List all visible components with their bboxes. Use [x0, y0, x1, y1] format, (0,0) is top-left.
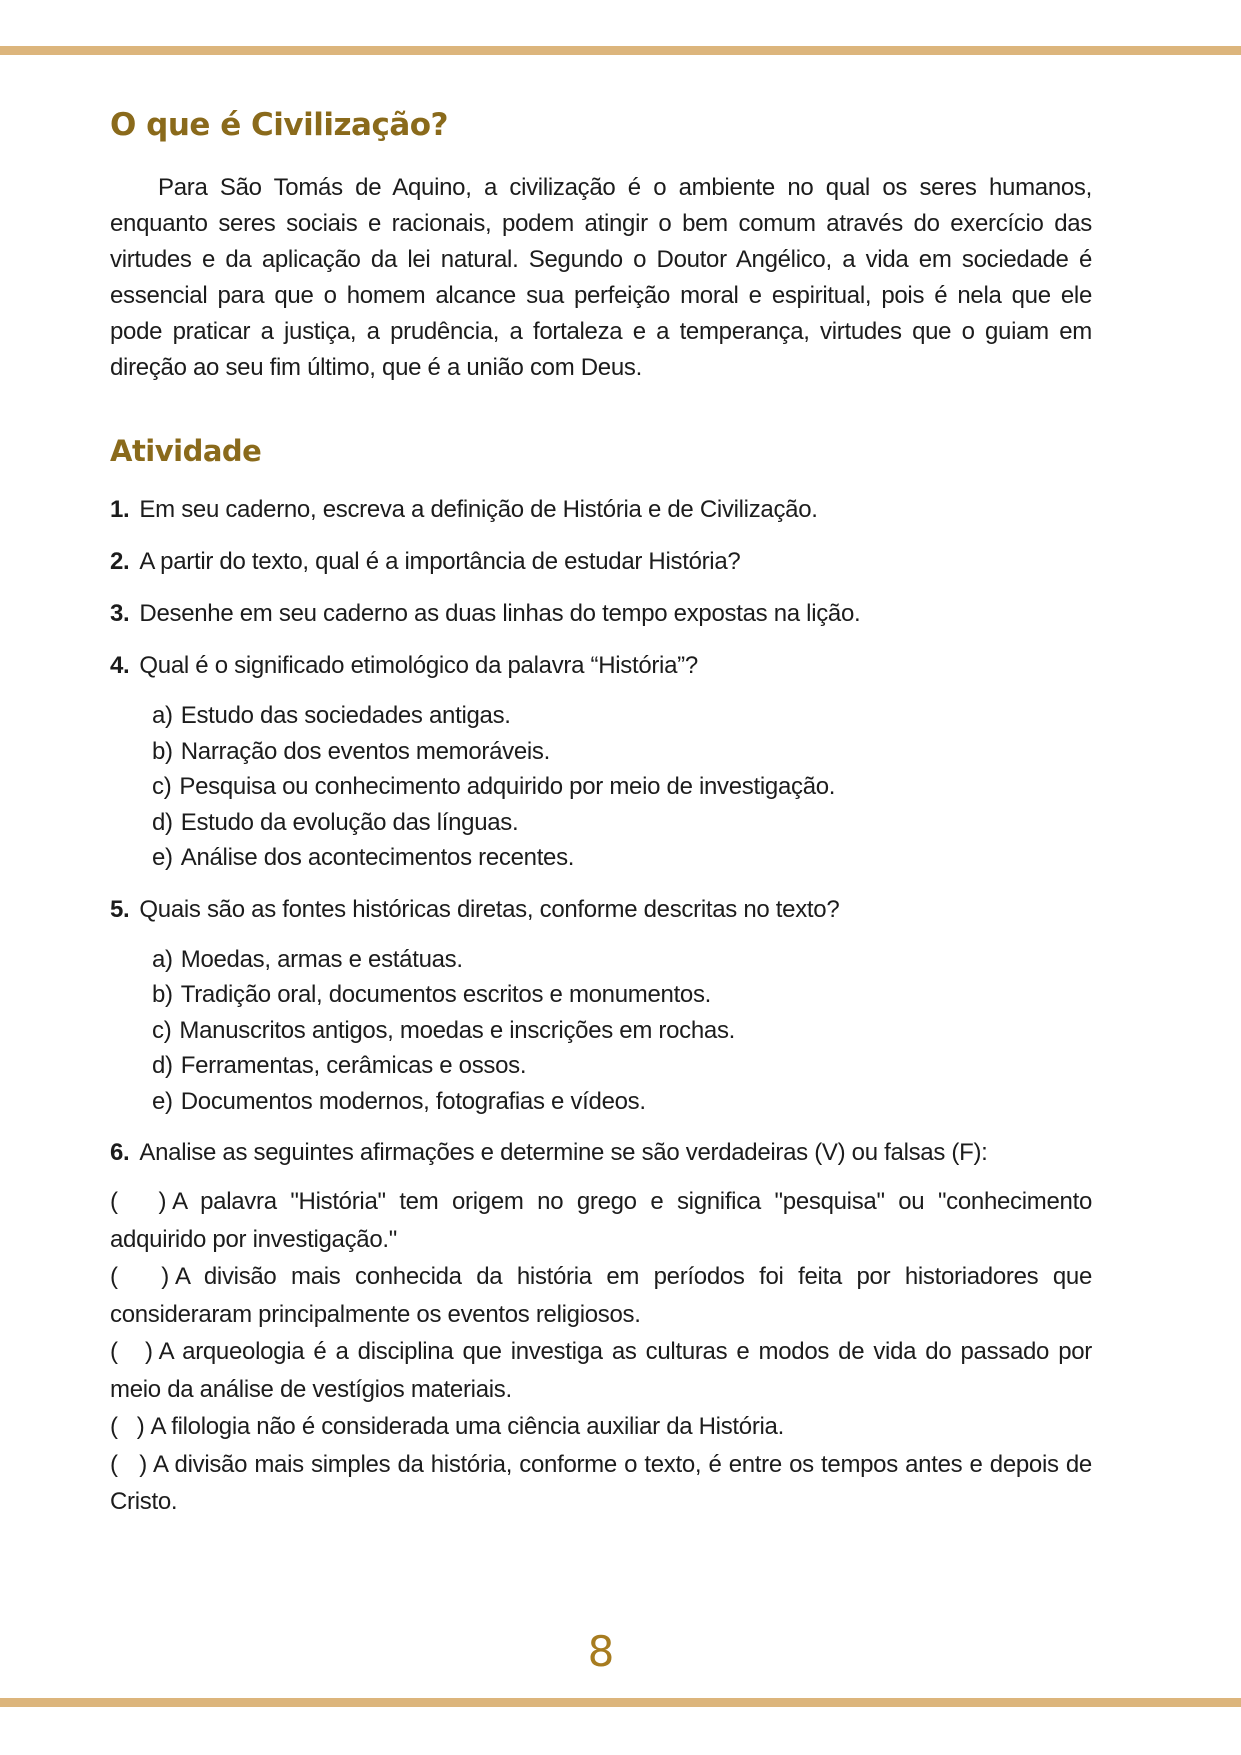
- option-row: [110, 977, 1092, 1013]
- question-number: 1.: [110, 496, 130, 523]
- question-line: [110, 596, 1092, 632]
- vf-answer-blank: ( ): [110, 1413, 145, 1440]
- question: [110, 544, 1092, 580]
- option-text: Pesquisa ou conhecimento adquirido por meio de investigação.: [179, 773, 836, 800]
- question-line: [110, 892, 1092, 928]
- vf-statement-text: A palavra "História" tem origem no grego e significa "pesquisa" ou "conhecimento adquirido por investigação.": [110, 1188, 1092, 1253]
- option-text: Tradição oral, documentos escritos e monumentos.: [180, 981, 712, 1008]
- option-letter: e): [152, 1087, 173, 1115]
- option-text: Ferramentas, cerâmicas e ossos.: [180, 1052, 527, 1079]
- option-row: [110, 698, 1092, 734]
- option-letter: a): [152, 702, 173, 729]
- option-letter: c): [152, 1016, 172, 1044]
- question-text: Quais são as fontes históricas diretas, conforme descritas no texto?: [139, 895, 840, 923]
- vf-statement: [110, 1446, 1092, 1521]
- option-letter: c): [152, 773, 172, 800]
- page-number: 8: [587, 1627, 615, 1676]
- page-content: [110, 0, 1092, 1521]
- option-text: Documentos modernos, fotografias e vídeos.: [180, 1087, 646, 1115]
- option-letter: d): [152, 808, 173, 836]
- vf-answer-blank: ( ): [110, 1450, 147, 1478]
- question-number: 5.: [110, 895, 130, 923]
- option-row: [110, 1048, 1092, 1084]
- option-text: Narração dos eventos memoráveis.: [180, 737, 550, 765]
- vf-statement-text: A filologia não é considerada uma ciência auxiliar da História.: [150, 1413, 784, 1440]
- question-line: [110, 544, 1092, 580]
- question-text: Analise as seguintes afirmações e determine se são verdadeiras (V) ou falsas (F):: [139, 1139, 988, 1166]
- option-row: [110, 1084, 1092, 1120]
- question: [110, 1135, 1092, 1521]
- vf-statements: [110, 1183, 1092, 1521]
- vf-statement: [110, 1183, 1092, 1258]
- option-text: Análise dos acontecimentos recentes.: [180, 844, 575, 871]
- option-text: Manuscritos antigos, moedas e inscrições em rochas.: [179, 1016, 736, 1044]
- section-title: O que é Civilização?: [110, 107, 449, 143]
- option-text: Estudo da evolução das línguas.: [180, 808, 519, 836]
- vf-statement: [110, 1408, 1092, 1446]
- options-list: [110, 698, 1092, 876]
- question-line: [110, 648, 1092, 684]
- option-row: [110, 942, 1092, 978]
- vf-statement-text: A divisão mais simples da história, conforme o texto, é entre os tempos antes e depois de Cristo.: [110, 1450, 1092, 1515]
- vf-answer-blank: ( ): [110, 1188, 167, 1215]
- option-letter: b): [152, 737, 173, 765]
- question-text: Qual é o significado etimológico da palavra “História”?: [139, 652, 698, 679]
- option-letter: b): [152, 981, 173, 1008]
- question-line: [110, 492, 1092, 528]
- intro-paragraph: Para São Tomás de Aquino, a civilização é o ambiente no qual os seres humanos, enquanto seres sociais e racionais, podem atingir o bem comum através do exercício das virtudes e da aplicação da lei natural. Segundo o Doutor Angélico, a vida em sociedade é essencial para que o homem alcance sua perfeição moral e espiritual, pois é nela que ele pode praticar a justiça, a prudência, a fortaleza e a temperança, virtudes que o guiam em direção ao seu fim último, que é a união com Deus.: [110, 174, 1092, 381]
- question-line: [110, 1135, 1092, 1171]
- options-list: [110, 942, 1092, 1120]
- question: [110, 492, 1092, 528]
- question: [110, 648, 1092, 876]
- question-number: 6.: [110, 1139, 130, 1166]
- vf-statement: [110, 1333, 1092, 1408]
- vf-statement-text: A divisão mais conhecida da história em períodos foi feita por historiadores que consideraram principalmente os eventos religiosos.: [110, 1263, 1092, 1328]
- question-text: Desenhe em seu caderno as duas linhas do tempo expostas na lição.: [139, 600, 861, 627]
- option-row: [110, 805, 1092, 841]
- option-letter: e): [152, 844, 173, 871]
- vf-answer-blank: ( ): [110, 1263, 169, 1290]
- question: [110, 892, 1092, 1120]
- question-number: 4.: [110, 652, 130, 679]
- activity-heading: Atividade: [110, 434, 262, 468]
- vf-statement-text: A arqueologia é a disciplina que investiga as culturas e modos de vida do passado por meio da análise de vestígios materiais.: [110, 1338, 1092, 1403]
- option-text: Moedas, armas e estátuas.: [180, 945, 463, 973]
- bottom-border-line: [0, 1698, 1241, 1707]
- vf-answer-blank: ( ): [110, 1338, 153, 1365]
- option-row: [110, 734, 1092, 770]
- question: [110, 596, 1092, 632]
- question-number: 3.: [110, 600, 130, 627]
- option-letter: d): [152, 1052, 173, 1079]
- option-letter: a): [152, 945, 173, 973]
- question-text: Em seu caderno, escreva a definição de História e de Civilização.: [139, 496, 818, 523]
- option-row: [110, 769, 1092, 805]
- option-row: [110, 840, 1092, 876]
- question-number: 2.: [110, 548, 130, 575]
- option-row: [110, 1013, 1092, 1049]
- questions-list: [110, 492, 1092, 1521]
- question-text: A partir do texto, qual é a importância de estudar História?: [139, 548, 741, 575]
- vf-statement: [110, 1258, 1092, 1333]
- option-text: Estudo das sociedades antigas.: [180, 702, 511, 729]
